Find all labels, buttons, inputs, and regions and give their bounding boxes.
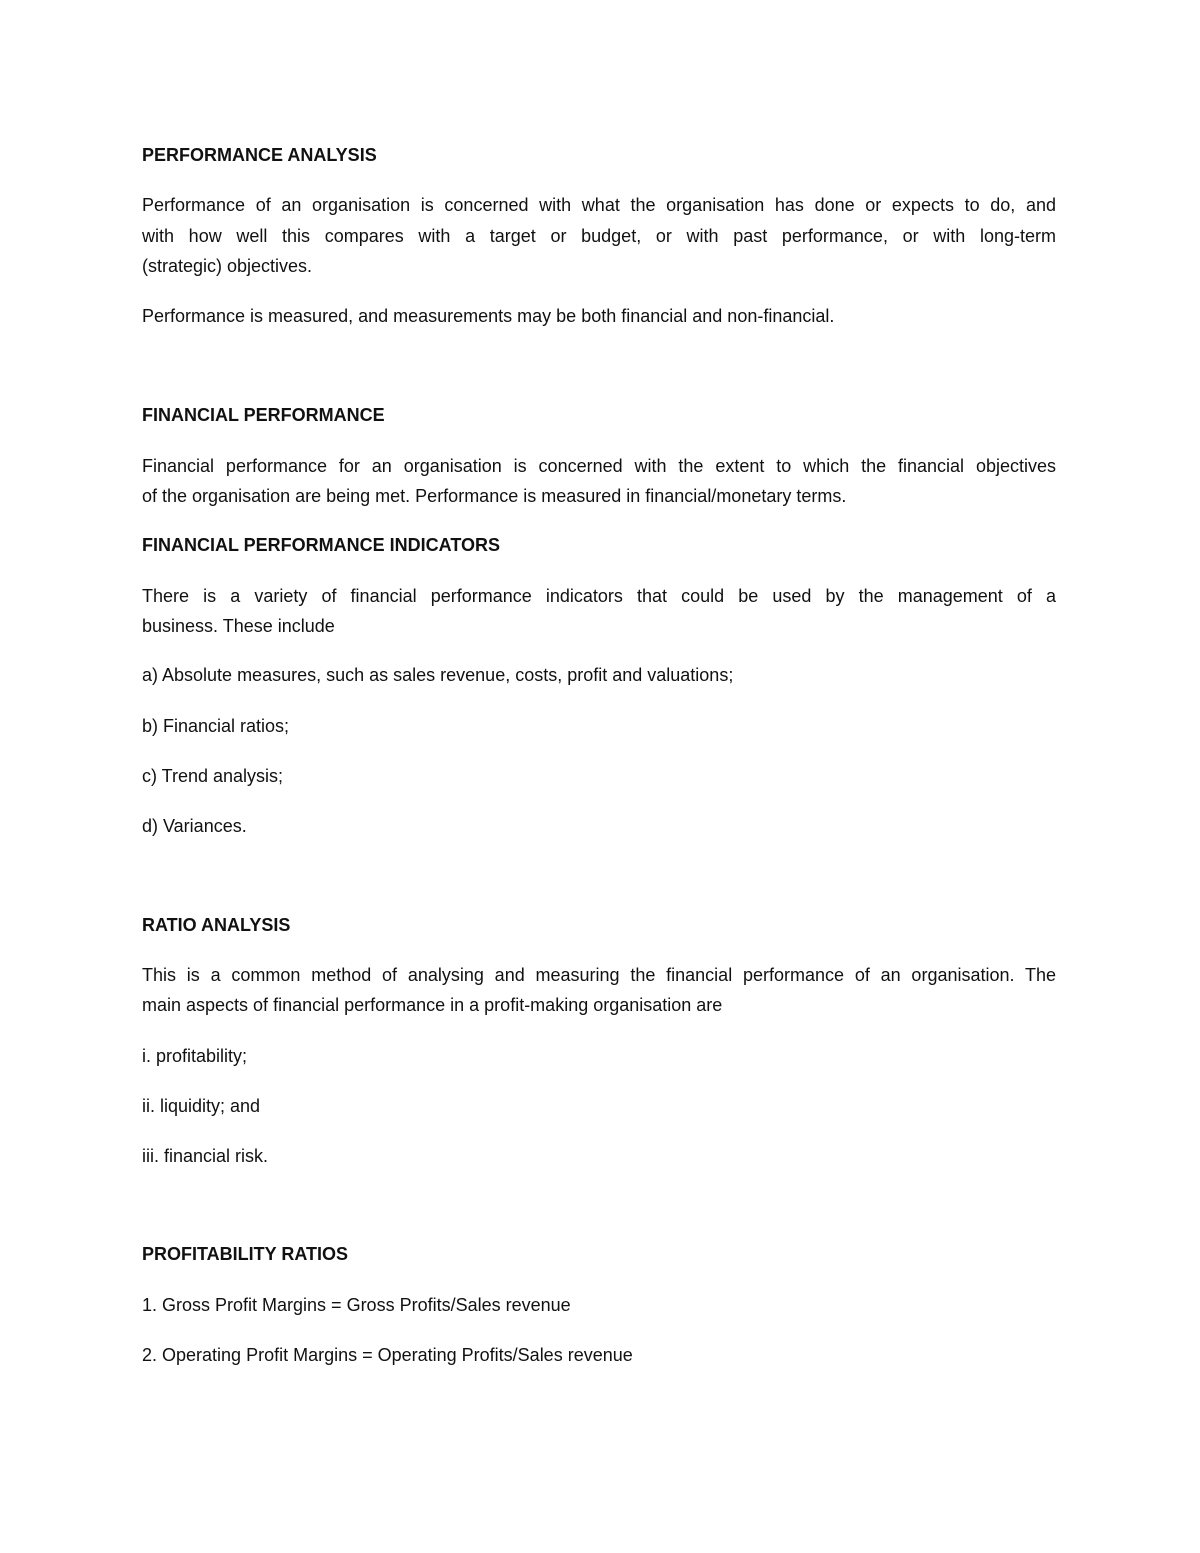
paragraph-line: Financial performance for an organisation is concerned with the extent to which the financial objectives — [142, 456, 1056, 476]
list-item: b) Financial ratios; — [142, 716, 290, 736]
heading-profitability-ratios: PROFITABILITY RATIOS — [142, 1244, 348, 1264]
list-item: a) Absolute measures, such as sales revenue, costs, profit and valuations; — [142, 665, 734, 685]
paragraph-line: There is a variety of financial performance indicators that could be used by the management of a — [142, 586, 1056, 606]
paragraph-line: This is a common method of analysing and measuring the financial performance of an organisation. The — [142, 965, 1056, 985]
list-item: d) Variances. — [142, 816, 247, 836]
paragraph-line: of the organisation are being met. Performance is measured in financial/monetary terms. — [142, 486, 847, 506]
list-item: ii. liquidity; and — [142, 1096, 261, 1116]
heading-ratio-analysis: RATIO ANALYSIS — [142, 915, 291, 935]
list-item: 2. Operating Profit Margins = Operating Profits/Sales revenue — [142, 1345, 633, 1365]
list-item: i. profitability; — [142, 1046, 248, 1066]
paragraph-line: with how well this compares with a target or budget, or with past performance, or with long-term — [142, 226, 1056, 246]
heading-performance-analysis: PERFORMANCE ANALYSIS — [142, 145, 377, 165]
paragraph-line: Performance of an organisation is concerned with what the organisation has done or expects to do, and — [142, 195, 1056, 215]
heading-financial-performance: FINANCIAL PERFORMANCE — [142, 405, 385, 425]
paragraph-line: main aspects of financial performance in a profit-making organisation are — [142, 995, 723, 1015]
list-item: c) Trend analysis; — [142, 766, 284, 786]
heading-financial-performance-indicators: FINANCIAL PERFORMANCE INDICATORS — [142, 535, 501, 555]
paragraph-line: Performance is measured, and measurements may be both financial and non-financial. — [142, 306, 835, 326]
list-item: iii. financial risk. — [142, 1146, 269, 1166]
list-item: 1. Gross Profit Margins = Gross Profits/Sales revenue — [142, 1295, 571, 1315]
paragraph-line: business. These include — [142, 616, 335, 636]
paragraph-line: (strategic) objectives. — [142, 256, 313, 276]
